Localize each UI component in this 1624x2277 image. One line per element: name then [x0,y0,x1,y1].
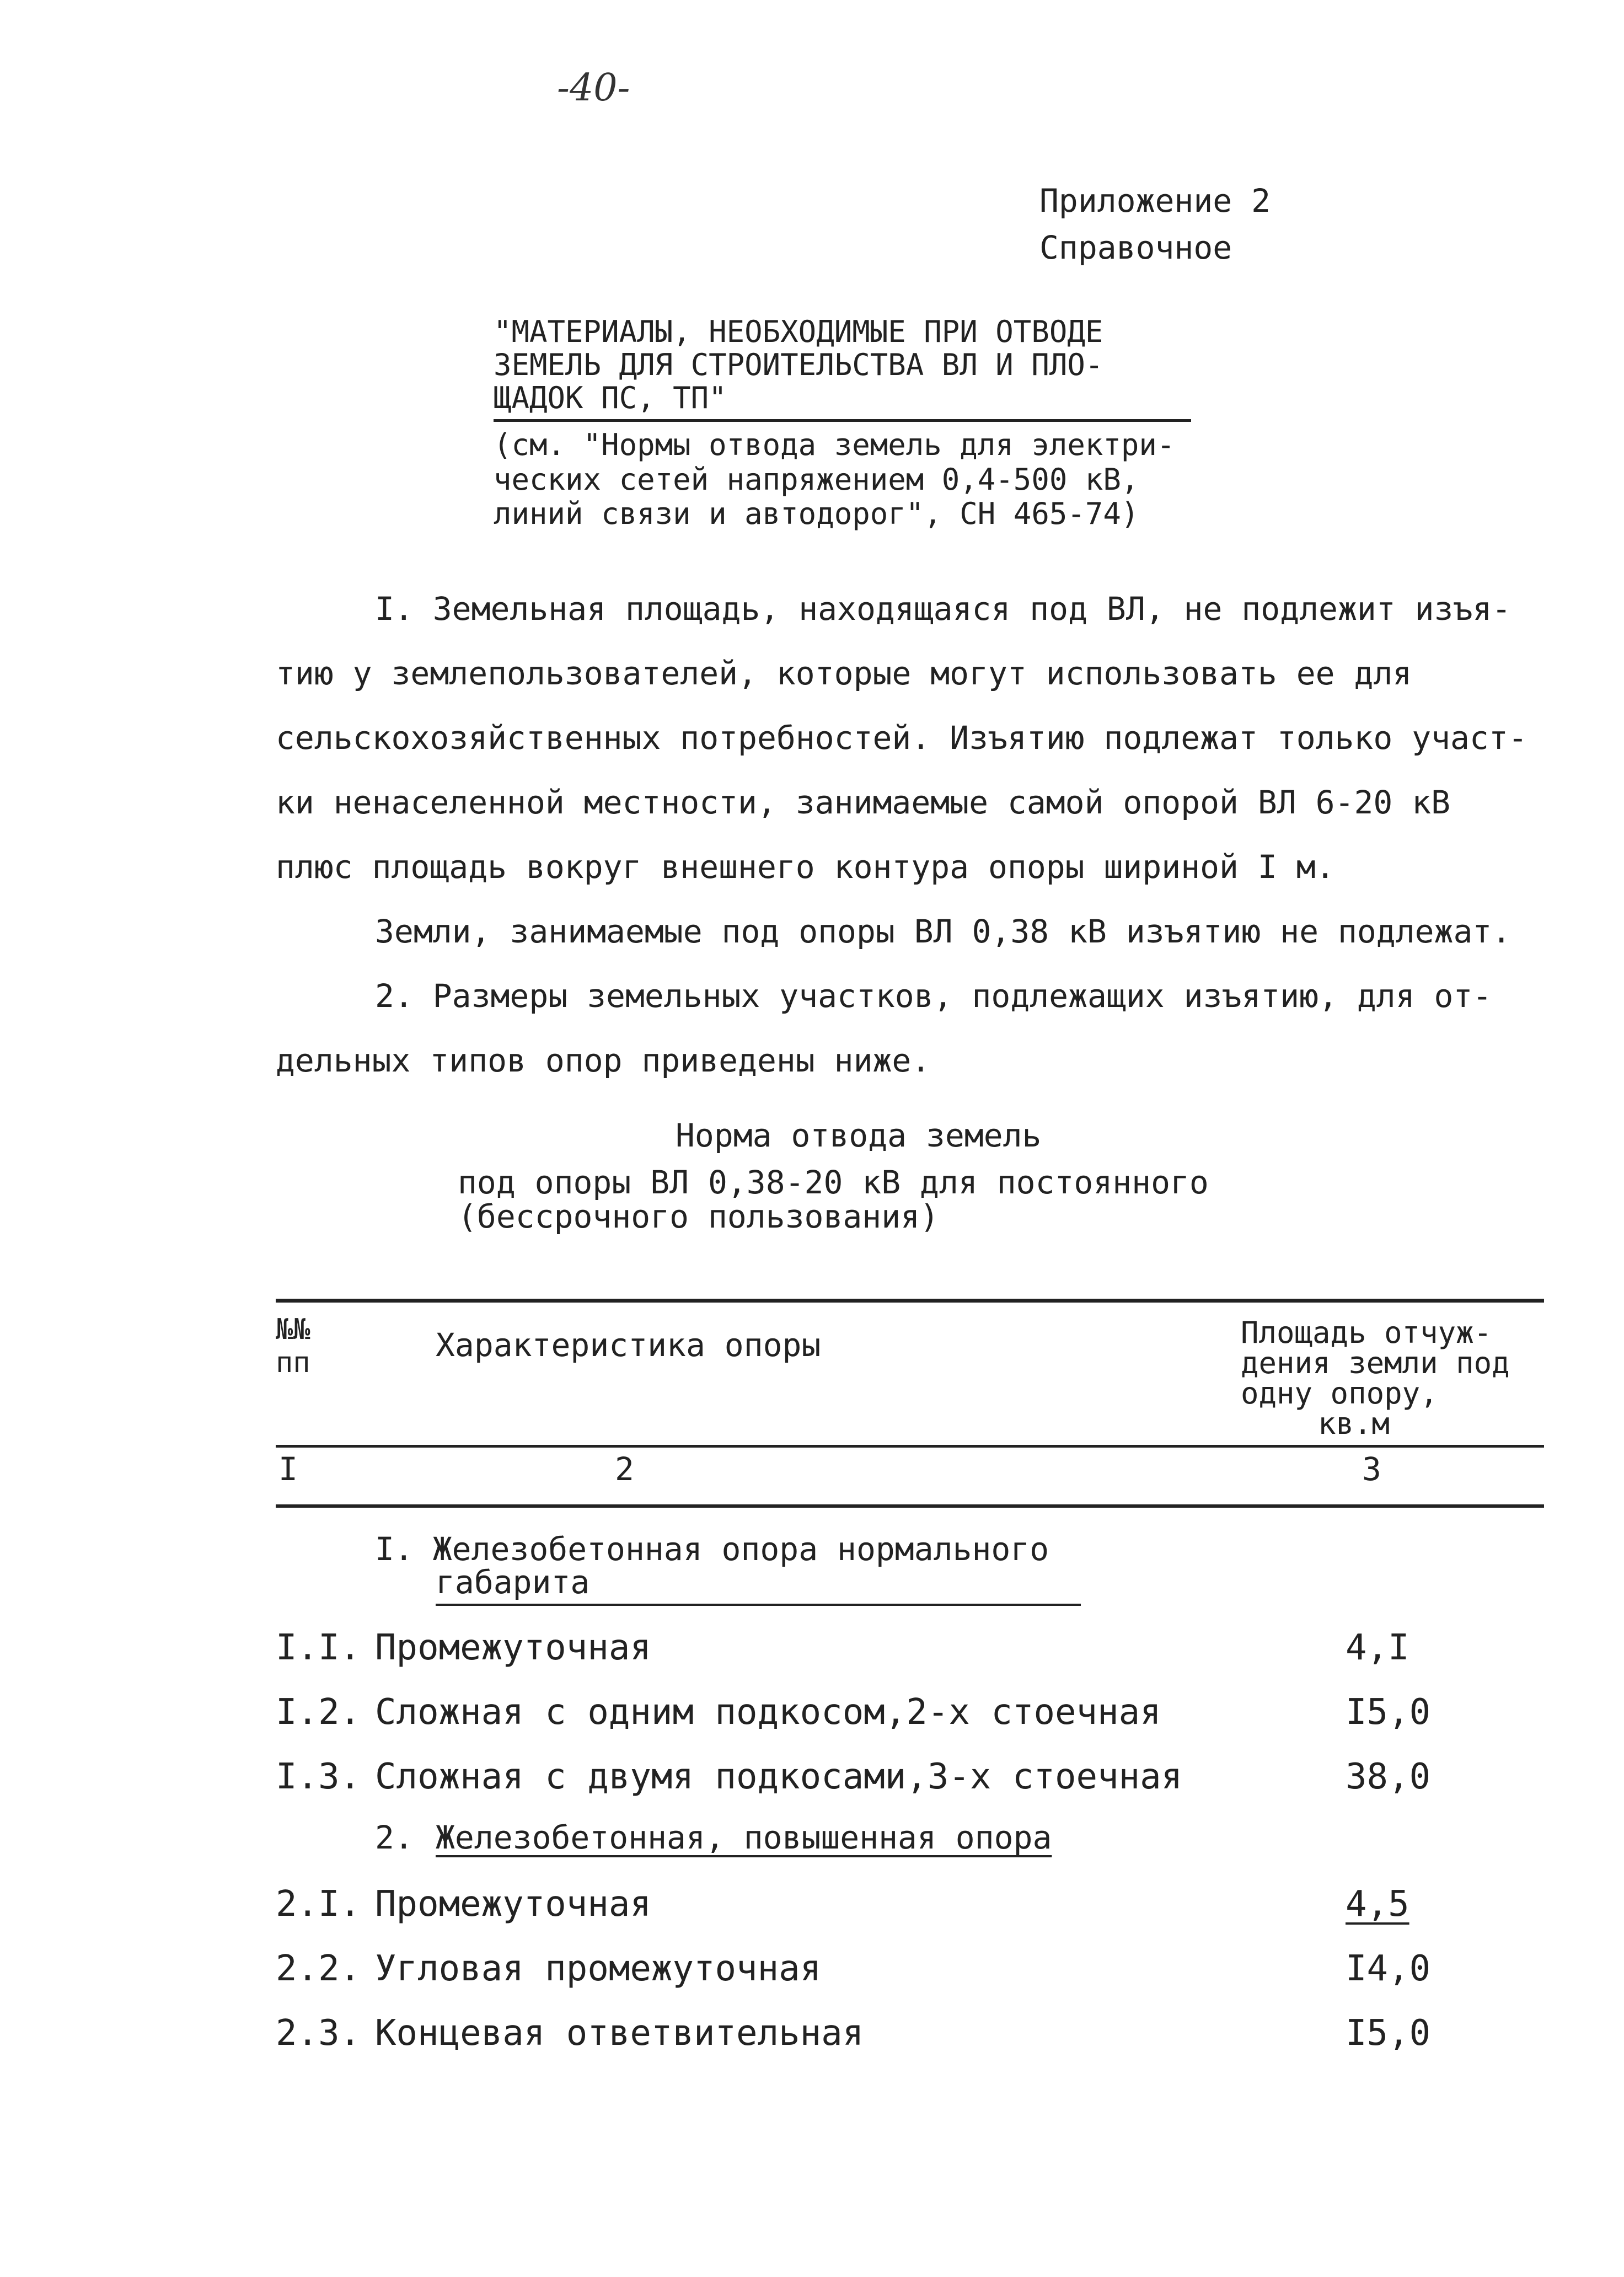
section-1-underline [436,1604,1081,1606]
section-2-title-prefix: 2. [375,1819,414,1856]
table-title-line-3: (бессрочного пользования) [458,1198,939,1235]
row-area: I5,0 [1346,2013,1431,2054]
row-number: 2.I. [276,1884,361,1925]
row-area: 4,I [1346,1627,1409,1668]
row-name: Сложная с двумя подкосами,3-х стоечная [375,1756,1183,1797]
table-top-rule [276,1299,1544,1303]
column-number-3: 3 [1362,1450,1381,1488]
title-line-2: ЗЕМЕЛЬ ДЛЯ СТРОИТЕЛЬСТВА ВЛ И ПЛО- [494,347,1103,382]
row-name: Угловая промежуточная [375,1948,822,1989]
paragraph-3-line-2: дельных типов опор приведены ниже. [276,1042,931,1079]
paragraph-3-line-1: 2. Размеры земельных участков, подлежащих изъятию, для от- [375,977,1492,1015]
header-area-line-3: одну опору, [1241,1376,1438,1411]
row-area: 38,0 [1346,1756,1431,1797]
section-1-title-line-1: I. Железобетонная опора нормального [375,1530,1049,1568]
table-title-line-2: под опоры ВЛ 0,38-20 кВ для постоянного [458,1164,1209,1201]
header-num-line-2: пп [276,1346,310,1379]
column-number-2: 2 [615,1450,634,1488]
table-title-line-1: Норма отвода земель [676,1117,1042,1154]
row-area: 4,5 [1346,1884,1409,1925]
reference-line-2: ческих сетей напряжением 0,4-500 кВ, [494,462,1139,497]
title-line-3: ЩАДОК ПС, ТП" [494,381,727,415]
header-num-line-1: №№ [276,1313,310,1346]
row-number: 2.2. [276,1948,361,1989]
reference-line-1: (см. "Нормы отвода земель для электри- [494,427,1175,462]
appendix-label: Приложение 2 [1039,182,1271,219]
row-number: 2.3. [276,2013,361,2054]
page-number: -40- [557,66,630,110]
row-number: I.2. [276,1692,361,1733]
row-name: Промежуточная [375,1884,651,1925]
row-name: Промежуточная [375,1627,651,1668]
paragraph-2-line-1: Земли, занимаемые под опоры ВЛ 0,38 кВ изъятию не подлежат. [375,913,1512,950]
row-number: I.I. [276,1627,361,1668]
header-characteristic: Характеристика опоры [436,1326,821,1364]
title-underline [494,419,1191,422]
paragraph-1-line-1: I. Земельная площадь, находящаяся под ВЛ, не подлежит изъя- [375,590,1512,628]
row-area: I4,0 [1346,1948,1431,1989]
reference-line-3: линий связи и автодорог", СН 465-74) [494,496,1139,531]
header-area-line-1: Площадь отчуж- [1241,1315,1492,1350]
row-name: Концевая ответвительная [375,2013,864,2054]
table-column-numbers-rule [276,1504,1544,1508]
row-area: I5,0 [1346,1692,1431,1733]
title-line-1: "МАТЕРИАЛЫ, НЕОБХОДИМЫЕ ПРИ ОТВОДЕ [494,314,1103,349]
section-2-title: Железобетонная, повышенная опора [436,1819,1052,1856]
header-area-line-4: кв.м [1318,1406,1390,1441]
paragraph-1-line-3: сельскохозяйственных потребностей. Изъятию подлежат только участ- [276,719,1527,757]
appendix-type: Справочное [1039,229,1232,266]
row-name: Сложная с одним подкосом,2-х стоечная [375,1692,1161,1733]
paragraph-1-line-5: плюс площадь вокруг внешнего контура опоры шириной I м. [276,848,1335,886]
table-header-rule [276,1445,1544,1448]
row-number: I.3. [276,1756,361,1797]
paragraph-1-line-4: ки ненаселенной местности, занимаемые самой опорой ВЛ 6-20 кВ [276,784,1451,821]
column-number-1: I [278,1450,298,1488]
header-area-line-2: дения земли под [1241,1346,1510,1380]
section-1-title-line-2: габарита [436,1563,590,1601]
paragraph-1-line-2: тию у землепользователей, которые могут использовать ее для [276,655,1412,692]
